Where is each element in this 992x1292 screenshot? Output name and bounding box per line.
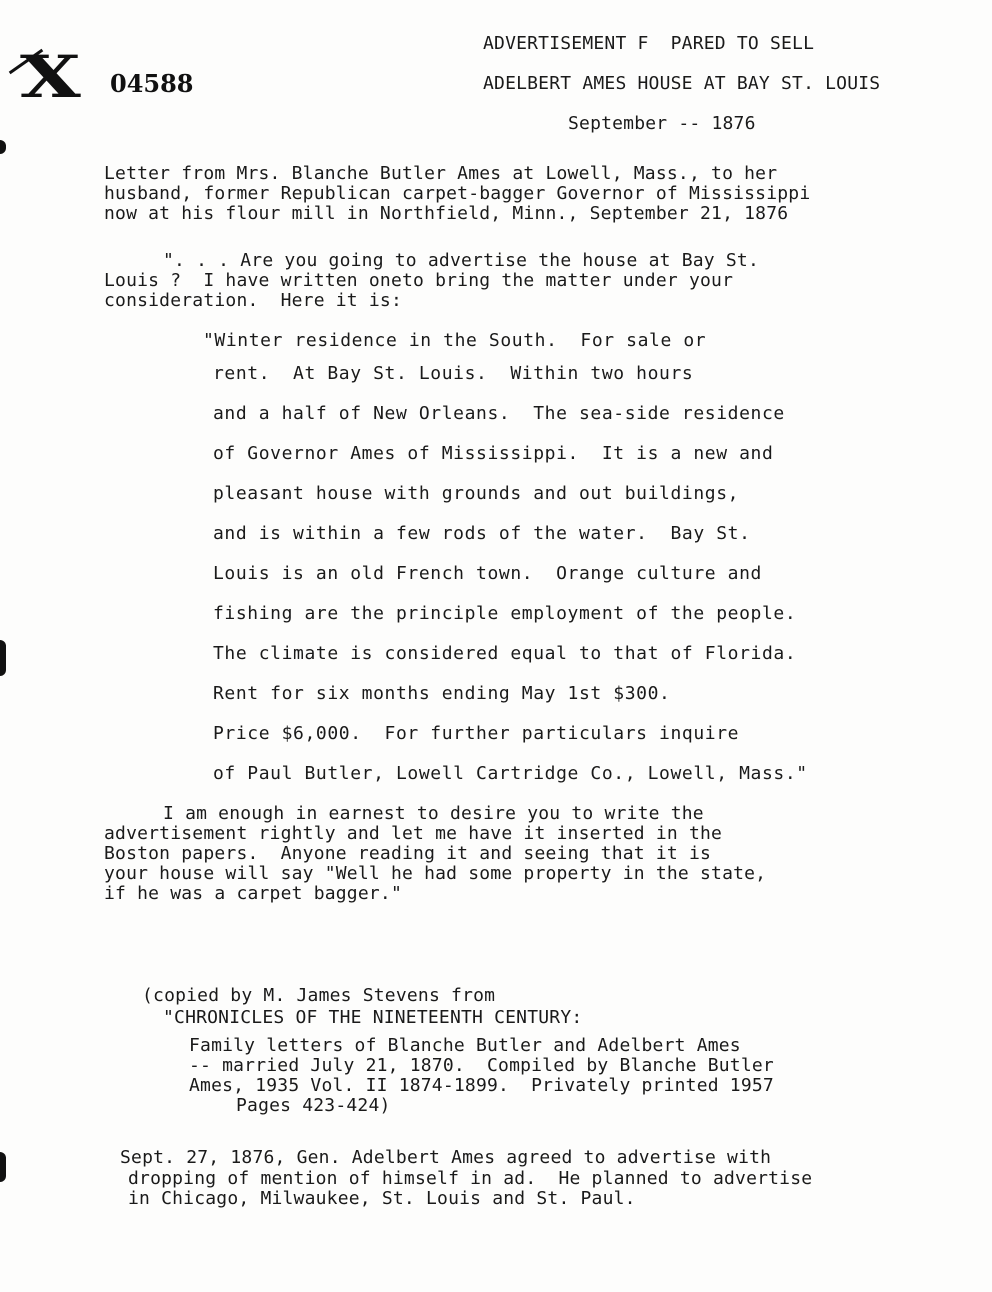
ad-line-10: Rent for six months ending May 1st $300. [213,683,671,704]
closing-line-1: I am enough in earnest to desire you to write the [163,803,704,824]
document-number: 04588 [110,69,194,98]
citation-line-2: "CHRONICLES OF THE NINETEENTH CENTURY: [163,1007,583,1028]
citation-line-3: Family letters of Blanche Butler and Adelbert Ames [189,1035,741,1056]
intro-line-1: Letter from Mrs. Blanche Butler Ames at Lowell, Mass., to her [104,163,778,184]
ad-line-7: Louis is an old French town. Orange culture and [213,563,762,584]
header-title-line1: ADVERTISEMENT F PARED TO SELL [483,33,815,54]
ad-line-2: rent. At Bay St. Louis. Within two hours [213,363,694,384]
ad-line-8: fishing are the principle employment of the people. [213,603,797,624]
intro-line-3: now at his flour mill in Northfield, Minn., September 21, 1876 [104,203,789,224]
quote-line-2: Louis ? I have written oneto bring the matter under your [104,270,734,291]
ad-line-11: Price $6,000. For further particulars inquire [213,723,740,744]
citation-line-1: (copied by M. James Stevens from [142,985,496,1006]
closing-line-2: advertisement rightly and let me have it inserted in the [104,823,723,844]
note-line-1: Sept. 27, 1876, Gen. Adelbert Ames agreed to advertise with [120,1147,772,1168]
header-title-line2: ADELBERT AMES HOUSE AT BAY ST. LOUIS [483,73,881,94]
stamp-x-mark: X [20,43,81,111]
citation-line-5: Ames, 1935 Vol. II 1874-1899. Privately printed 1957 [189,1075,774,1096]
punch-hole-middle [0,640,6,676]
closing-line-5: if he was a carpet bagger." [104,883,402,904]
closing-line-3: Boston papers. Anyone reading it and seeing that it is [104,843,712,864]
note-line-3: in Chicago, Milwaukee, St. Louis and St. Paul. [128,1188,636,1209]
ad-line-6: and is within a few rods of the water. Bay St. [213,523,751,544]
closing-line-4: your house will say "Well he had some property in the state, [104,863,767,884]
quote-line-3: consideration. Here it is: [104,290,402,311]
ad-line-3: and a half of New Orleans. The sea-side residence [213,403,785,424]
header-date: September -- 1876 [568,113,756,134]
ad-line-12: of Paul Butler, Lowell Cartridge Co., Lowell, Mass." [213,763,808,784]
ad-line-5: pleasant house with grounds and out buildings, [213,483,740,504]
punch-hole-top [0,140,6,154]
note-line-2: dropping of mention of himself in ad. He planned to advertise [128,1168,813,1189]
ad-line-4: of Governor Ames of Mississippi. It is a new and [213,443,774,464]
punch-hole-bottom [0,1152,6,1182]
intro-line-2: husband, former Republican carpet-bagger Governor of Mississippi [104,183,811,204]
ad-line-1: "Winter residence in the South. For sale or [203,330,707,351]
citation-line-4: -- married July 21, 1870. Compiled by Blanche Butler [189,1055,774,1076]
ad-line-9: The climate is considered equal to that of Florida. [213,643,797,664]
quote-line-1: ". . . Are you going to advertise the house at Bay St. [163,250,759,271]
citation-line-6: Pages 423-424) [236,1095,391,1116]
